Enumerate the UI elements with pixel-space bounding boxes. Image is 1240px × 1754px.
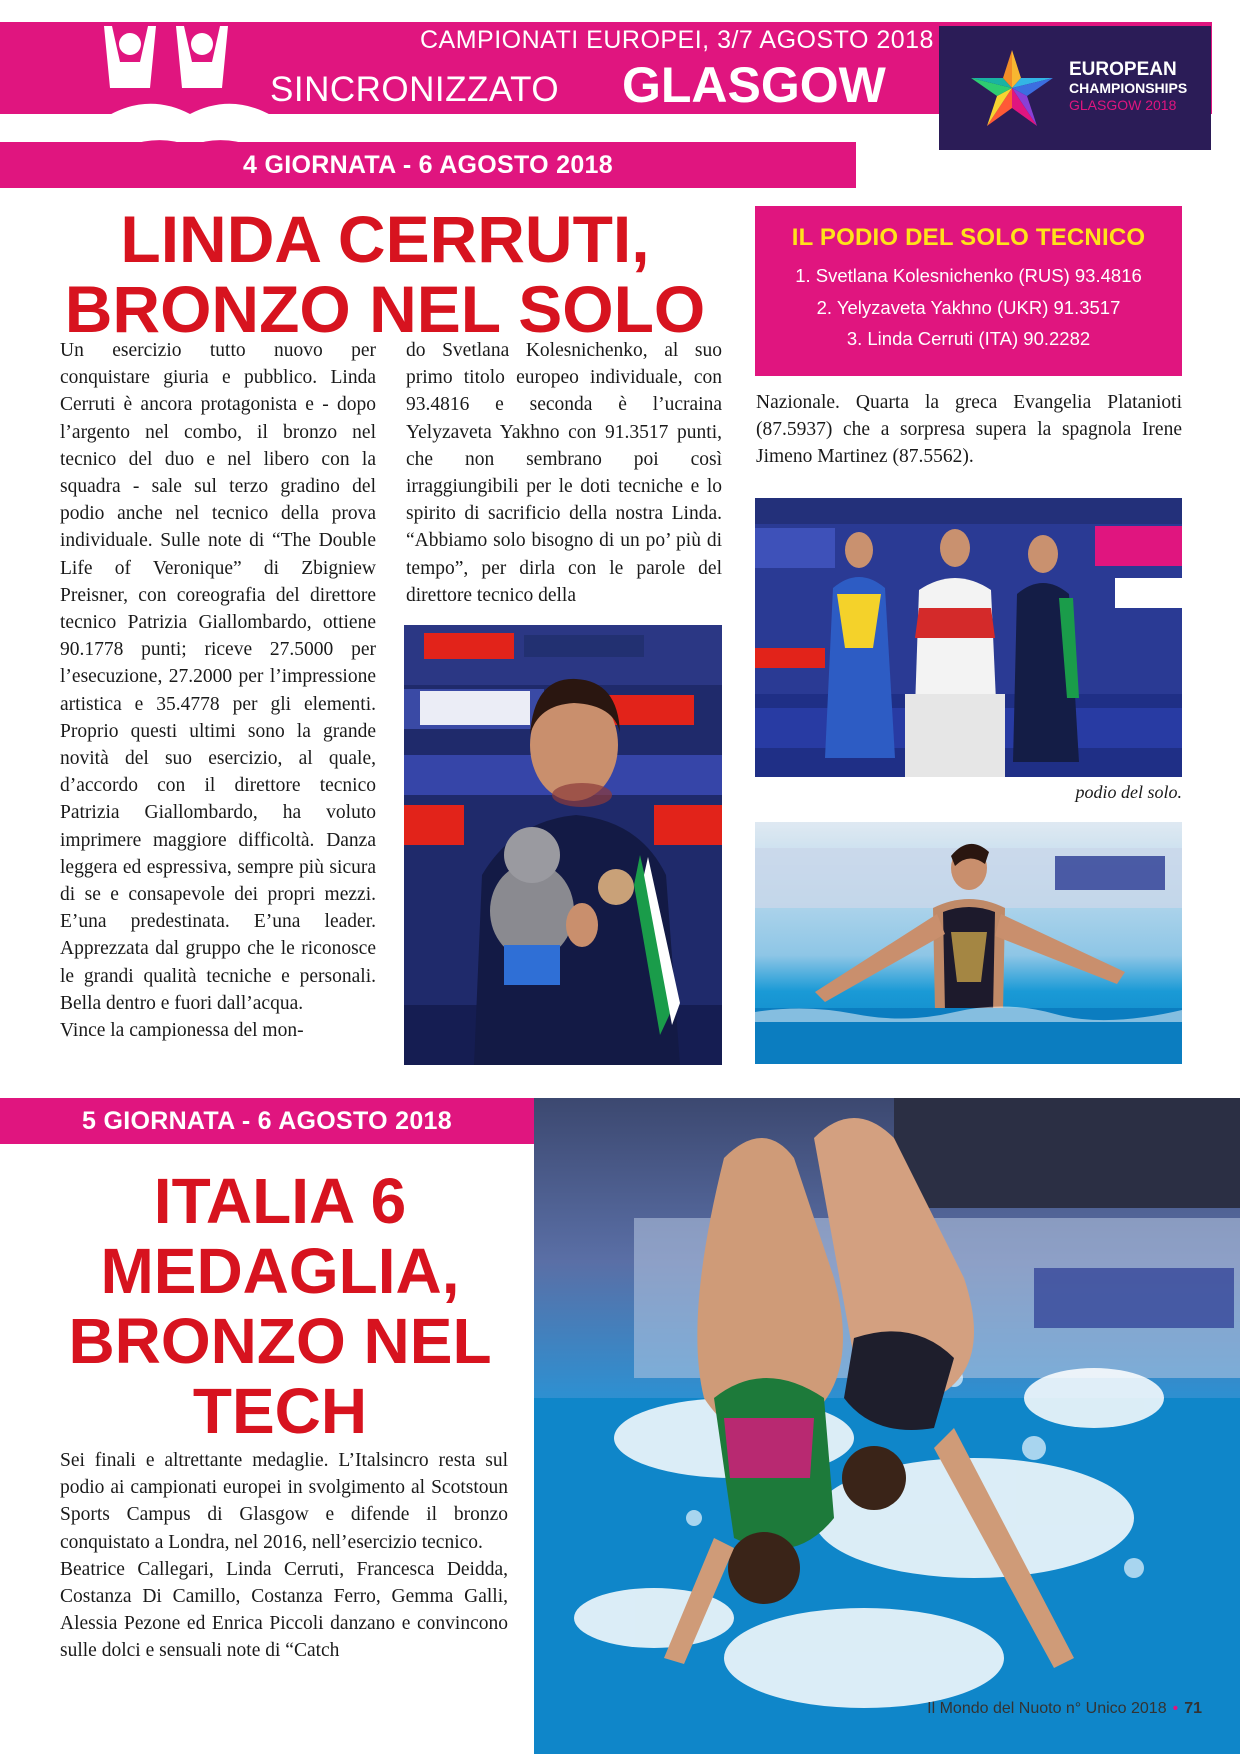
headline-line: BRONZO NEL <box>68 1305 492 1377</box>
podium-results-list <box>755 260 1182 355</box>
team-photo-graphic <box>534 1098 1240 1754</box>
photo-solo-routine <box>755 822 1182 1064</box>
day-bar-giornata-5: 5 GIORNATA - 6 AGOSTO 2018 <box>0 1098 534 1144</box>
article1-column-2 <box>406 337 722 609</box>
badge-line-3: GLASGOW 2018 <box>1069 97 1177 113</box>
headline-line: TECH <box>192 1375 368 1447</box>
headline-line: ITALIA 6 <box>153 1165 407 1237</box>
article1-headline <box>50 204 720 344</box>
headline-line: BRONZO NEL SOLO <box>64 272 706 346</box>
footer-separator-dot: • <box>1172 1700 1179 1717</box>
page-number: 71 <box>1184 1700 1202 1717</box>
podium-entry-gold: 1. Svetlana Kolesnichenko (RUS) 93.4816 <box>795 265 1142 286</box>
photo-caption: podio del solo. <box>1075 782 1182 802</box>
solo-photo-graphic <box>755 822 1182 1064</box>
podium-entry-silver: 2. Yelyzaveta Yakhno (UKR) 91.3517 <box>816 296 1121 318</box>
article1-column-3 <box>756 389 1182 471</box>
portrait-photo-graphic <box>404 625 722 1065</box>
badge-line-1: EUROPEAN <box>1069 59 1177 80</box>
section-label: SINCRONIZZATO <box>270 70 560 109</box>
paragraph: do Svetlana Kolesnichenko, al suo primo titolo europeo individuale, con 93.4816 e seconda è l’ucraina Yelyzaveta Yakhno con 91.3517 punti, che non sembrano poi così irraggiungibili per le doti tecniche e lo spirito di sacrificio della nostra Linda. “Abbiamo solo bisogno di un po’ più di tempo”, per dirla con le parole del direttore tecnico della <box>406 340 722 606</box>
podium-entry-bronze: 3. Linda Cerruti (ITA) 90.2282 <box>846 328 1091 349</box>
paragraph: Nazionale. Quarta la greca Evangelia Platanioti (87.5937) che a sorpresa supera la spagnola Irene Jimeno Martinez (87.5562). <box>756 392 1182 468</box>
podium-photo-graphic <box>755 498 1182 777</box>
article1-column-1 <box>60 337 376 1044</box>
paragraph: Sei finali e altrettante medaglie. L’Italsincro resta sul podio ai campionati europei in svolgimento al Scotstoun Sports Campus di Glasgow e difende il bronzo conquistato a Londra, nel 2016, nell’esercizio tecnico. <box>60 1450 508 1553</box>
european-championships-badge <box>939 26 1211 150</box>
podium-box-title: IL PODIO DEL SOLO TECNICO <box>791 224 1146 251</box>
championships-star-icon <box>967 48 1057 128</box>
podium-results-box <box>755 206 1182 376</box>
paragraph: Un esercizio tutto nuovo per conquistare giuria e pubblico. Linda Cerruti è ancora protagonista e - dopo l’argento nel combo, il bronzo nel tecnico del duo e nel libero con la squadra - sale sul terzo gradino del podio anche nel tecnico della prova individuale. Sulle note di “The Double Life of Veronique” di Zbigniew Preisner, con coreografia del direttore tecnico Patrizia Giallombardo, ottiene 90.1778 punti; riceve 27.5000 per l’esecuzione, 27.2000 per l’impressione artistica e 35.4778 per gli elementi. Proprio questi ultimi sono la grande novità del suo esercizio, al quale, d’accordo con il direttore tecnico Patrizia Giallombardo, ha voluto imprimere maggiore difficoltà. Danza leggera ed espressiva, sempre più sicura di se e consapevole dei propri mezzi. E’una predestinata. E’una leader. Apprezzata dal gruppo che le riconosce le grandi qualità tecniche e personali. Bella dentro e fuori dall’acqua. <box>60 340 376 1014</box>
article2-column <box>60 1447 508 1665</box>
photo-linda-cerruti-medal <box>404 625 722 1065</box>
city-title: GLASGOW <box>622 57 886 113</box>
paragraph: Vince la campionessa del mon- <box>60 1020 304 1042</box>
page-footer <box>927 1700 1202 1718</box>
headline-line: MEDAGLIA, <box>100 1235 460 1307</box>
headline-line: LINDA CERRUTI, <box>120 202 650 276</box>
photo-solo-podium <box>755 498 1182 777</box>
event-date-line: CAMPIONATI EUROPEI, 3/7 AGOSTO 2018 <box>420 26 934 54</box>
badge-line-2: CHAMPIONSHIPS <box>1069 80 1188 96</box>
article2-headline <box>40 1166 520 1446</box>
magazine-name: Il Mondo del Nuoto n° Unico 2018 <box>927 1700 1167 1717</box>
photo-team-technical <box>534 1098 1240 1754</box>
day-bar-giornata-4: 4 GIORNATA - 6 AGOSTO 2018 <box>0 142 856 188</box>
paragraph: Beatrice Callegari, Linda Cerruti, Francesca Deidda, Costanza Di Camillo, Costanza Ferro, Gemma Galli, Alessia Pezone ed Enrica Piccoli danzano e convincono sulle dolci e sensuali note di “Catch <box>60 1558 508 1662</box>
